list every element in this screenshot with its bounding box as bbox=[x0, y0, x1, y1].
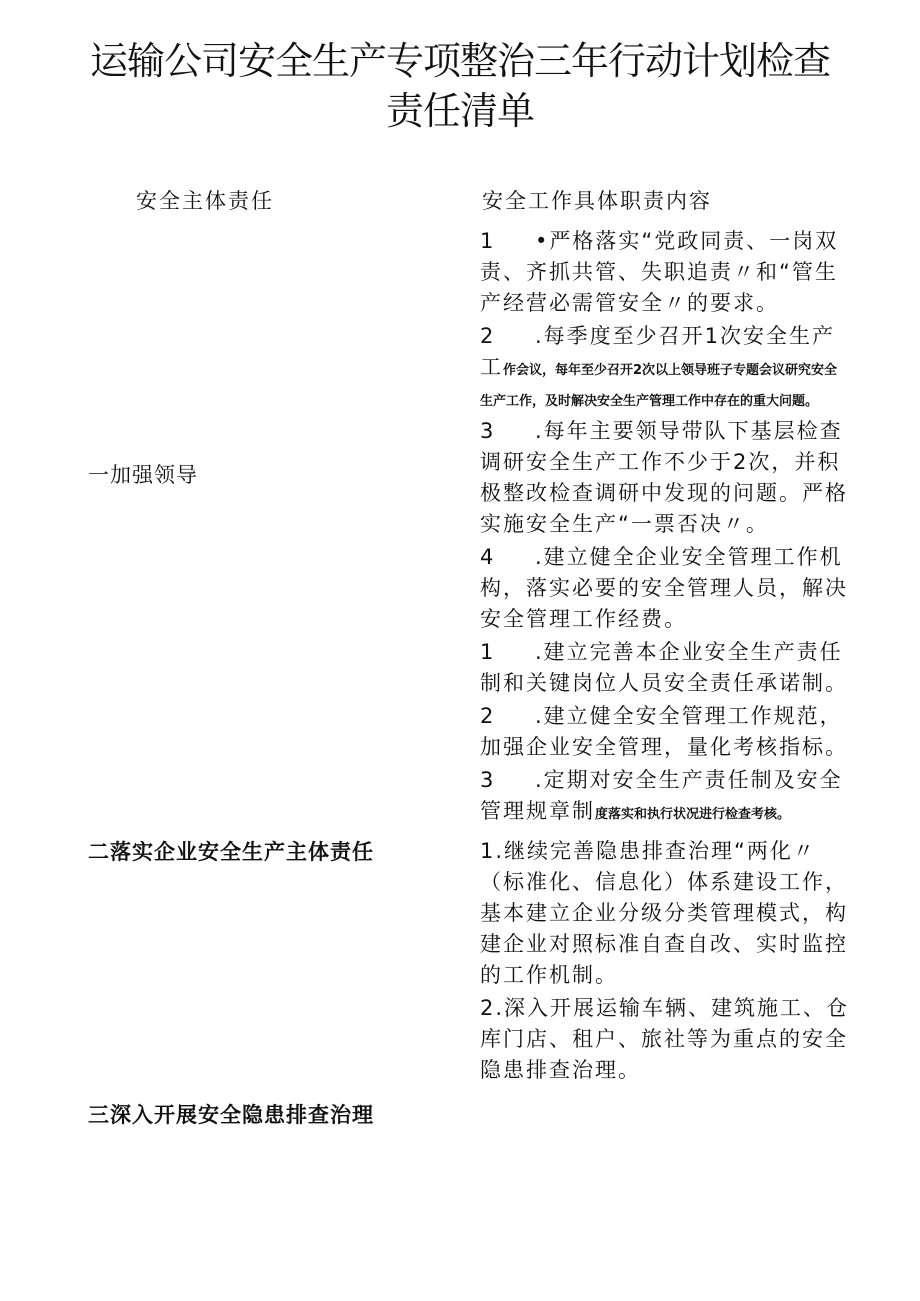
duty-text: .建立健全安全管理工作规范，加强企业安全管理，量化考核指标。 bbox=[480, 704, 848, 759]
page-title bbox=[60, 36, 860, 136]
column-header-duties: 安全工作具体职责内容 bbox=[482, 189, 712, 213]
duty-item bbox=[480, 765, 850, 830]
duty-number: 4 bbox=[480, 545, 496, 569]
duty-number: 1 bbox=[480, 229, 496, 253]
duty-item bbox=[480, 542, 850, 635]
duty-text: .定期对安全生产责任制及安全管理规章制 bbox=[480, 768, 843, 823]
duty-text-small: 作会议，每年至少召开2次以上领导班子专题会议研究安全生产工作，及时解决安全生产管理工作中存在的重大问题。 bbox=[480, 363, 838, 409]
duty-number: 3 bbox=[480, 768, 496, 792]
duty-number: 2 bbox=[480, 704, 496, 728]
duties-column bbox=[480, 226, 850, 1088]
duty-number: 3 bbox=[480, 419, 496, 443]
duty-item bbox=[480, 226, 850, 319]
duty-text: •严格落实“党政同责、一岗双责、齐抓共管、失职追责〃和“管生产经营必需管安全〃的要求。 bbox=[480, 229, 839, 315]
duty-item bbox=[480, 321, 850, 414]
section-label-1: 一加强领导 bbox=[88, 463, 198, 487]
duty-text-small: 度落实和执行状况进行检查考核。 bbox=[595, 807, 791, 822]
duty-text: .每季度至少召开1次安全生产工 bbox=[480, 324, 836, 379]
section-label-2: 二落实企业安全生产主体责任 bbox=[88, 840, 374, 864]
duty-number: 2 bbox=[480, 324, 496, 348]
title-line-2: 责任清单 bbox=[385, 89, 534, 133]
duty-item bbox=[480, 701, 850, 763]
duty-item bbox=[480, 416, 850, 540]
duty-text: .建立健全企业安全管理工作机构，落实必要的安全管理人员，解决安全管理工作经费。 bbox=[480, 545, 848, 631]
duty-item bbox=[480, 637, 850, 699]
duty-text: 2.深入开展运输车辆、建筑施工、仓库门店、租户、旅社等为重点的安全隐患排查治理。 bbox=[480, 996, 850, 1082]
duty-item bbox=[480, 836, 850, 991]
duty-item bbox=[480, 993, 850, 1086]
duty-text: .每年主要领导带队下基层检查调研安全生产工作不少于2次，并积极整改检查调研中发现的问题。严格实施安全生产“一票否决〃。 bbox=[480, 419, 848, 536]
duty-number: 1 bbox=[480, 640, 496, 664]
column-header-responsibility: 安全主体责任 bbox=[136, 189, 274, 213]
section-label-3: 三深入开展安全隐患排查治理 bbox=[88, 1103, 374, 1127]
duty-text: 1.继续完善隐患排查治理“两化〃（标准化、信息化）体系建设工作，基本建立企业分级分类管理模式，构建企业对照标准自查自改、实时监控的工作机制。 bbox=[480, 839, 848, 987]
title-line-1: 运输公司安全生产专项整治三年行动计划检查 bbox=[89, 39, 830, 83]
duty-text: .建立完善本企业安全生产责任制和关键岗位人员安全责任承诺制。 bbox=[480, 640, 848, 695]
